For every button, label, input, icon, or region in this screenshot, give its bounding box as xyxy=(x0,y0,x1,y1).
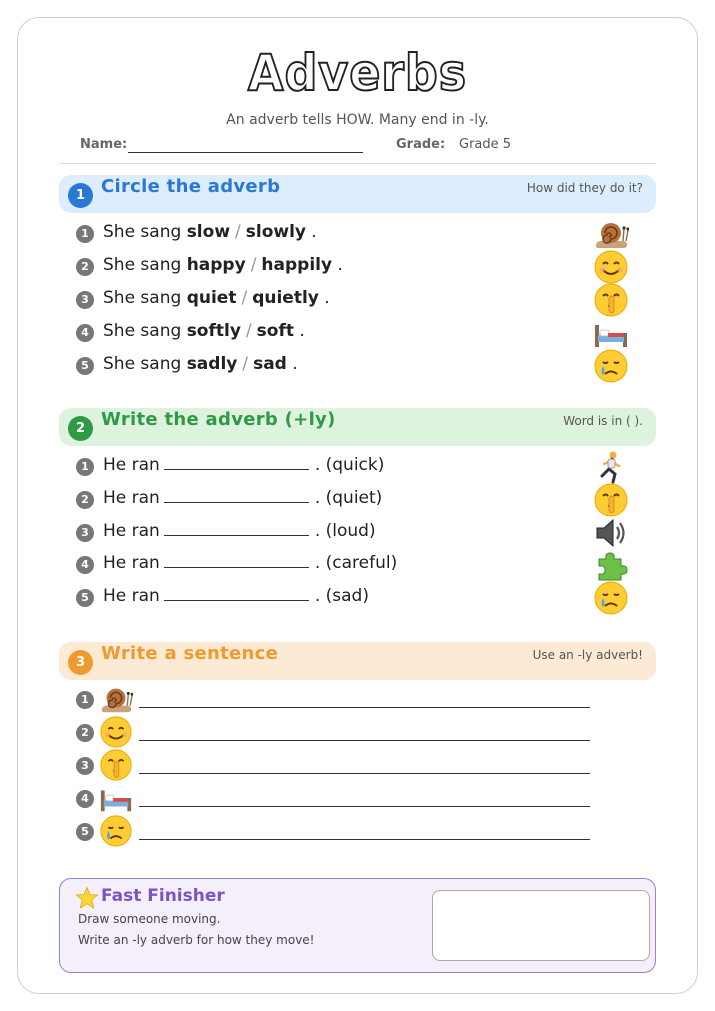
write-item xyxy=(76,519,636,547)
circle-item xyxy=(76,286,636,314)
item-sentence: He ran . (loud) xyxy=(103,521,376,541)
circle-item xyxy=(76,220,636,248)
item-sentence: She sang slow / slowly . xyxy=(103,222,317,242)
crying-face-icon xyxy=(593,348,629,384)
crying-face-icon xyxy=(593,580,629,616)
sentence-item xyxy=(76,717,596,747)
item-sentence: He ran . (quick) xyxy=(103,455,385,475)
option-2[interactable]: slowly xyxy=(245,222,307,242)
item-sentence: She sang softly / soft . xyxy=(103,321,305,341)
item-number: 5 xyxy=(76,357,94,375)
star-icon xyxy=(75,886,99,910)
sentence-line[interactable] xyxy=(139,839,590,840)
drawing-box[interactable] xyxy=(432,890,650,961)
name-label: Name: xyxy=(80,137,128,152)
option-1[interactable]: sadly xyxy=(186,354,238,374)
fast-finisher-box xyxy=(59,878,656,973)
grade-label: Grade: xyxy=(396,137,446,152)
item-sentence: He ran . (quiet) xyxy=(103,488,383,508)
option-1[interactable]: quiet xyxy=(186,288,237,308)
word-hint: . (loud) xyxy=(314,521,376,541)
answer-blank[interactable] xyxy=(164,456,309,470)
shushing-face-icon xyxy=(593,282,629,318)
item-number: 3 xyxy=(76,757,94,775)
section-2-header xyxy=(59,408,656,446)
page-title: Adverbs xyxy=(247,44,468,102)
write-item xyxy=(76,486,636,514)
section-number: 1 xyxy=(68,183,93,208)
item-sentence: She sang quiet / quietly . xyxy=(103,288,330,308)
answer-blank[interactable] xyxy=(164,489,309,503)
shushing-face-icon xyxy=(99,748,133,782)
smiling-face-icon xyxy=(99,715,133,749)
answer-blank[interactable] xyxy=(164,554,309,568)
item-number: 1 xyxy=(76,458,94,476)
circle-item xyxy=(76,352,636,380)
item-number: 4 xyxy=(76,556,94,574)
item-number: 3 xyxy=(76,291,94,309)
item-number: 4 xyxy=(76,324,94,342)
item-number: 2 xyxy=(76,724,94,742)
name-field[interactable] xyxy=(128,152,363,153)
section-number: 2 xyxy=(68,416,93,441)
sentence-item xyxy=(76,816,596,846)
item-sentence: He ran . (careful) xyxy=(103,553,398,573)
sentence-item xyxy=(76,684,596,714)
item-sentence: She sang happy / happily . xyxy=(103,255,343,275)
circle-item xyxy=(76,319,636,347)
divider xyxy=(59,163,656,164)
write-item xyxy=(76,551,636,579)
loud-speaker-icon xyxy=(593,515,629,551)
fast-finisher-title: Fast Finisher xyxy=(101,886,225,906)
item-number: 1 xyxy=(76,225,94,243)
name-grade-row xyxy=(80,137,640,157)
sentence-item xyxy=(76,750,596,780)
section-hint: Use an -ly adverb! xyxy=(532,648,643,662)
section-title: Circle the adverb xyxy=(101,176,281,197)
item-number: 2 xyxy=(76,258,94,276)
option-2[interactable]: quietly xyxy=(252,288,319,308)
word-hint: . (sad) xyxy=(314,586,369,606)
puzzle-piece-icon xyxy=(593,547,629,583)
crying-face-icon xyxy=(99,814,133,848)
option-1[interactable]: happy xyxy=(186,255,246,275)
sentence-line[interactable] xyxy=(139,707,590,708)
write-item xyxy=(76,584,636,612)
item-sentence: He ran . (sad) xyxy=(103,586,369,606)
item-number: 3 xyxy=(76,524,94,542)
section-title: Write the adverb (+ly) xyxy=(101,409,336,430)
section-3-header xyxy=(59,642,656,680)
bed-icon xyxy=(593,315,629,351)
answer-blank[interactable] xyxy=(164,587,309,601)
word-hint: . (quiet) xyxy=(314,488,383,508)
sentence-item xyxy=(76,783,596,813)
option-2[interactable]: happily xyxy=(261,255,333,275)
subtitle: An adverb tells HOW. Many end in -ly. xyxy=(226,112,489,128)
section-hint: Word is in ( ). xyxy=(563,414,643,428)
sentence-line[interactable] xyxy=(139,740,590,741)
sentence-line[interactable] xyxy=(139,773,590,774)
snail-icon xyxy=(99,682,133,716)
item-sentence: She sang sadly / sad . xyxy=(103,354,298,374)
fast-finisher-instruction: Write an -ly adverb for how they move! xyxy=(78,933,315,947)
option-2[interactable]: soft xyxy=(256,321,294,341)
item-number: 2 xyxy=(76,491,94,509)
item-number: 5 xyxy=(76,589,94,607)
runner-icon xyxy=(593,449,629,485)
section-1-header xyxy=(59,175,656,213)
item-number: 5 xyxy=(76,823,94,841)
section-hint: How did they do it? xyxy=(526,181,643,195)
write-item xyxy=(76,453,636,481)
bed-icon xyxy=(99,781,133,815)
answer-blank[interactable] xyxy=(164,522,309,536)
option-1[interactable]: softly xyxy=(186,321,241,341)
item-number: 1 xyxy=(76,691,94,709)
shushing-face-icon xyxy=(593,482,629,518)
section-number: 3 xyxy=(68,650,93,675)
section-title: Write a sentence xyxy=(101,643,279,664)
grade-value: Grade 5 xyxy=(459,137,512,152)
circle-item xyxy=(76,253,636,281)
option-1[interactable]: slow xyxy=(186,222,231,242)
word-hint: . (careful) xyxy=(314,553,398,573)
option-2[interactable]: sad xyxy=(253,354,287,374)
snail-icon xyxy=(593,216,629,252)
item-number: 4 xyxy=(76,790,94,808)
smiling-face-icon xyxy=(593,249,629,285)
word-hint: . (quick) xyxy=(314,455,385,475)
fast-finisher-instruction: Draw someone moving. xyxy=(78,912,221,926)
sentence-line[interactable] xyxy=(139,806,590,807)
